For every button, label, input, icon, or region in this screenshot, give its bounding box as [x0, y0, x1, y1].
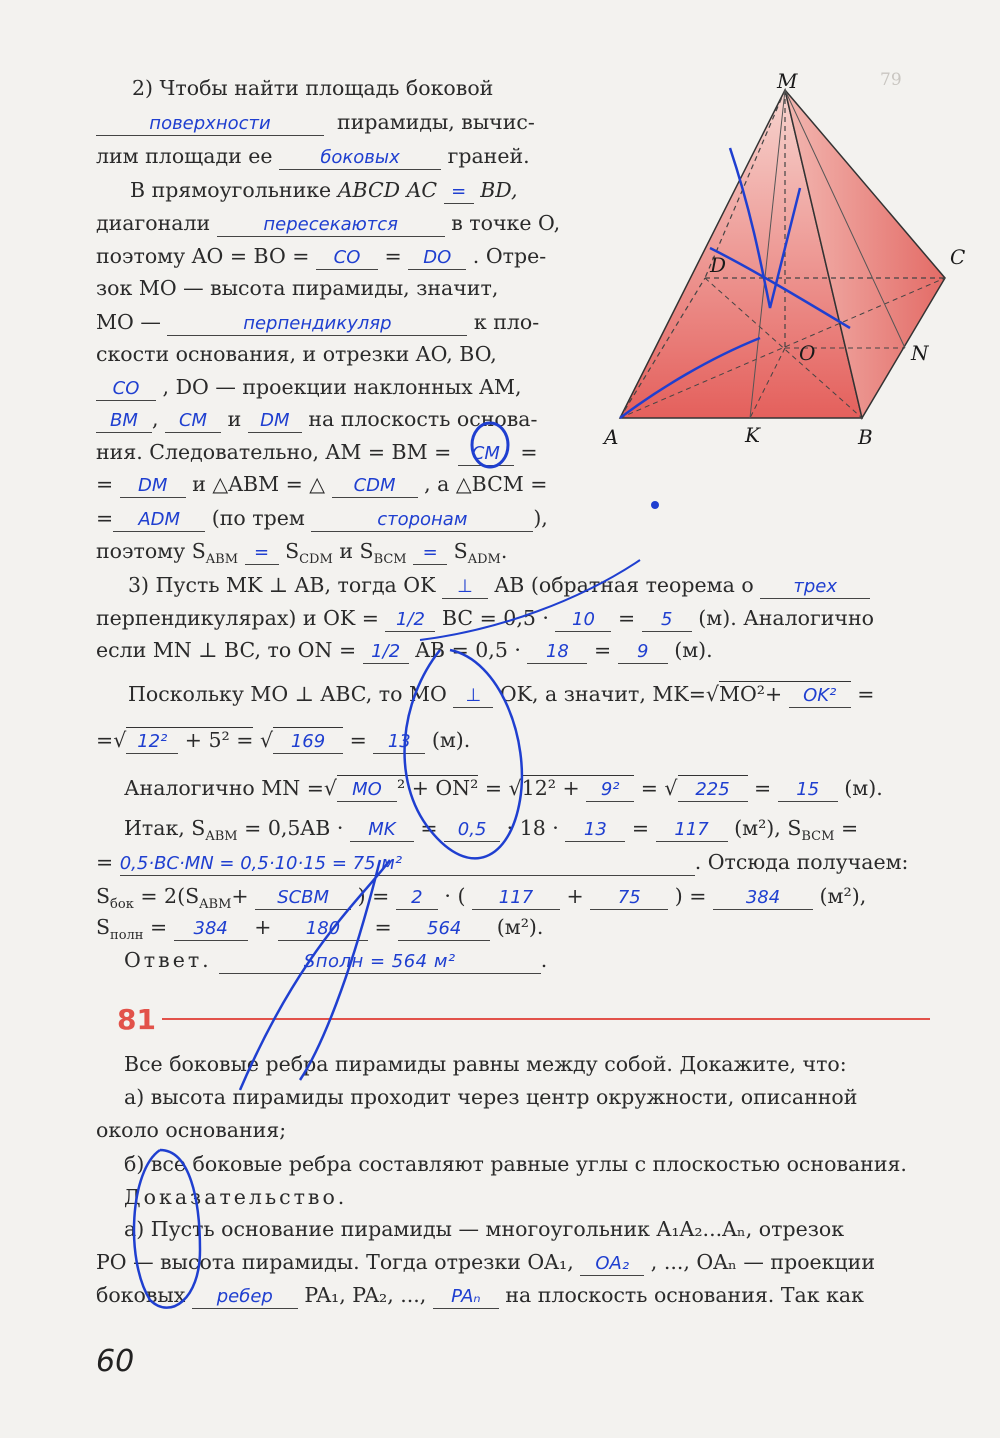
p3-answer: Ответ. Sполн = 564 м² . [124, 948, 548, 972]
answer-blank[interactable]: 225 [678, 779, 748, 802]
answer-blank[interactable]: MK [350, 819, 414, 842]
answer-blank[interactable]: ⊥ [453, 685, 493, 708]
answer-blank[interactable]: 0,5·BC·MN = 0,5·10·15 = 75 м² [120, 853, 695, 876]
answer-blank[interactable]: OK² [789, 685, 851, 708]
answer-blank[interactable]: DM [248, 410, 302, 433]
answer-blank[interactable]: 564 [398, 918, 490, 941]
answer-blank[interactable]: 180 [278, 918, 368, 941]
problem-number: 81 [117, 1003, 156, 1036]
answer-blank[interactable]: CO [96, 378, 156, 401]
answer-blank[interactable]: 13 [373, 731, 425, 754]
pyramid-figure [600, 68, 980, 458]
answer-blank[interactable]: ⊥ [442, 576, 488, 599]
answer-blank[interactable]: BM [96, 410, 152, 433]
answer-blank[interactable]: CO [316, 247, 378, 270]
answer-blank[interactable]: перпендикуляр [167, 313, 467, 336]
svg-text:M: M [777, 69, 798, 93]
answer-blank[interactable]: CM [458, 443, 514, 466]
answer-blank[interactable]: = [444, 181, 474, 204]
p2-line7: зок MO — высота пирамиды, значит, [96, 276, 499, 300]
p3-line10: $S_{полн} = 384 + 180 = 564$ (м²). [96, 915, 544, 944]
answer-blank[interactable]: ADM [113, 509, 205, 532]
p2-line14: = ADM (по трем сторонам ), [96, 506, 548, 530]
p2-line9: скости основания, и отрезки AO, BO, [96, 342, 497, 366]
p3-line1: 3) Пусть MK ⊥ AB, тогда OK ⊥ AB (обратная теорема о трех [128, 571, 870, 599]
p3-line9: $S_{бок} = 2(S_{ABM}+$ SCBM ) = 2 · ( 117 + 75 ) = 384 (м²), [96, 884, 867, 913]
answer-blank[interactable]: 2 [396, 887, 438, 910]
answer-blank[interactable]: PAₙ [433, 1286, 499, 1309]
p3-line8: = 0,5·BC·MN = 0,5·10·15 = 75 м² . Отсюда получаем: [96, 850, 909, 874]
answer-blank[interactable]: 18 [527, 641, 587, 664]
answer-blank[interactable]: CM [165, 410, 221, 433]
answer-blank[interactable]: 1/2 [363, 641, 409, 664]
answer-blank[interactable]: ребер [192, 1286, 298, 1309]
answer-blank[interactable]: 169 [273, 731, 343, 754]
answer-blank[interactable]: пересекаются [217, 214, 445, 237]
p2-line6: поэтому AO = BO = CO = DO . Отре- [96, 244, 547, 268]
answer-blank[interactable]: 117 [472, 887, 560, 910]
answer-blank[interactable]: 384 [713, 887, 813, 910]
p3-line2: перпендикулярах) и OK = 1/2 BC = 0,5 · 10 = 5 (м). Аналогично [96, 606, 874, 630]
p81-line3: около основания; [96, 1118, 287, 1142]
answer-blank[interactable]: 384 [174, 918, 248, 941]
answer-blank[interactable]: 9 [618, 641, 668, 664]
answer-blank[interactable]: трех [760, 576, 870, 599]
p3-line7: Итак, $S_{ABM} = 0,5AB$ · MK = 0,5 · 18 · 13 = 117 (м²), $S_{BCM}$ = [124, 816, 859, 845]
p2-line3: лим площади ее боковых граней. [96, 144, 530, 168]
answer-blank[interactable]: 10 [555, 609, 611, 632]
p2-line1: 2) Чтобы найти площадь боковой [132, 76, 494, 100]
answer-blank[interactable]: DO [408, 247, 466, 270]
answer-blank[interactable]: CDM [332, 475, 418, 498]
p2-line2: поверхности пирамиды, вычис- [96, 108, 535, 136]
answer-blank[interactable]: боковых [279, 147, 441, 170]
answer-blank[interactable]: 117 [656, 819, 728, 842]
show-through-text: 79 [880, 70, 902, 90]
answer-blank[interactable]: = [245, 542, 279, 565]
p2-line8: MO — перпендикуляр к пло- [96, 310, 540, 334]
p2-line4: В прямоугольнике ABCD AC = BD, [130, 178, 518, 202]
svg-text:K: K [745, 423, 760, 447]
p81-proof-heading: Доказательство. [124, 1185, 348, 1209]
answer-blank[interactable]: поверхности [96, 113, 324, 136]
p81-line2: а) высота пирамиды проходит через центр окружности, описанной [124, 1085, 858, 1109]
p81-line6: а) Пусть основание пирамиды — многоугольник A₁A₂...Aₙ, отрезок [124, 1217, 845, 1241]
answer-blank[interactable]: = [413, 542, 447, 565]
answer-blank[interactable]: 12² [126, 731, 178, 754]
p81-line4: б) все боковые ребра составляют равные углы с плоскостью основания. [124, 1152, 907, 1176]
p3-line3: если MN ⊥ BC, то ON = 1/2 AB = 0,5 · 18 = 9 (м). [96, 638, 713, 662]
problem-rule [162, 1018, 930, 1020]
svg-text:B: B [858, 425, 873, 449]
svg-text:C: C [950, 245, 966, 269]
page-number: 60 [96, 1344, 135, 1379]
p81-line8: боковых ребер PA₁, PA₂, ..., PAₙ на плоскость основания. Так как [96, 1283, 864, 1307]
svg-text:A: A [604, 425, 619, 449]
answer-blank[interactable]: OA₂ [580, 1253, 644, 1276]
answer-blank[interactable]: 15 [778, 779, 838, 802]
p3-line5: =√ 12² + 5² = √ 169 = 13 (м). [96, 728, 471, 752]
answer-blank[interactable]: MO [337, 779, 397, 802]
answer-blank[interactable]: 1/2 [385, 609, 435, 632]
p2-line5: диагонали пересекаются в точке O, [96, 211, 561, 235]
p3-line6: Аналогично MN =√ MO ² + ON² = √12² + 9² = √ 225 = 15 (м). [124, 776, 883, 800]
p2-line15: поэтому $S_{ABM} = S_{CDM}$ и $S_{BCM} = S_{ADM}$. [96, 539, 508, 568]
p2-line12: ния. Следовательно, AM = BM = CM = [96, 440, 538, 464]
p2-line10: CO , DO — проекции наклонных AM, [96, 373, 522, 401]
svg-text:N: N [911, 341, 929, 365]
svg-text:O: O [799, 341, 816, 365]
svg-text:D: D [710, 253, 727, 277]
p2-line13: = DM и △ABM = △ CDM , а △BCM = [96, 472, 548, 496]
answer-blank[interactable]: сторонам [311, 509, 533, 532]
answer-blank[interactable]: 5 [642, 609, 692, 632]
answer-blank[interactable]: 13 [565, 819, 625, 842]
p81-line7: PO — высота пирамиды. Тогда отрезки OA₁, OA₂ , ..., OAₙ — проекции [96, 1250, 875, 1274]
p2-line11: BM , CM и DM на плоскость основа- [96, 405, 537, 433]
answer-blank[interactable]: Sполн = 564 м² [219, 951, 541, 974]
answer-blank[interactable]: 0,5 [444, 819, 500, 842]
p81-line1: Все боковые ребра пирамиды равны между собой. Докажите, что: [124, 1052, 847, 1076]
answer-blank[interactable]: 9² [586, 779, 634, 802]
answer-blank[interactable]: DM [120, 475, 186, 498]
answer-blank[interactable]: 75 [590, 887, 668, 910]
p3-line4: Поскольку MO ⊥ ABC, то MO ⊥ OK, а значит, MK=√MO²+ OK² = [128, 682, 875, 706]
answer-blank[interactable]: SCBM [255, 887, 351, 910]
